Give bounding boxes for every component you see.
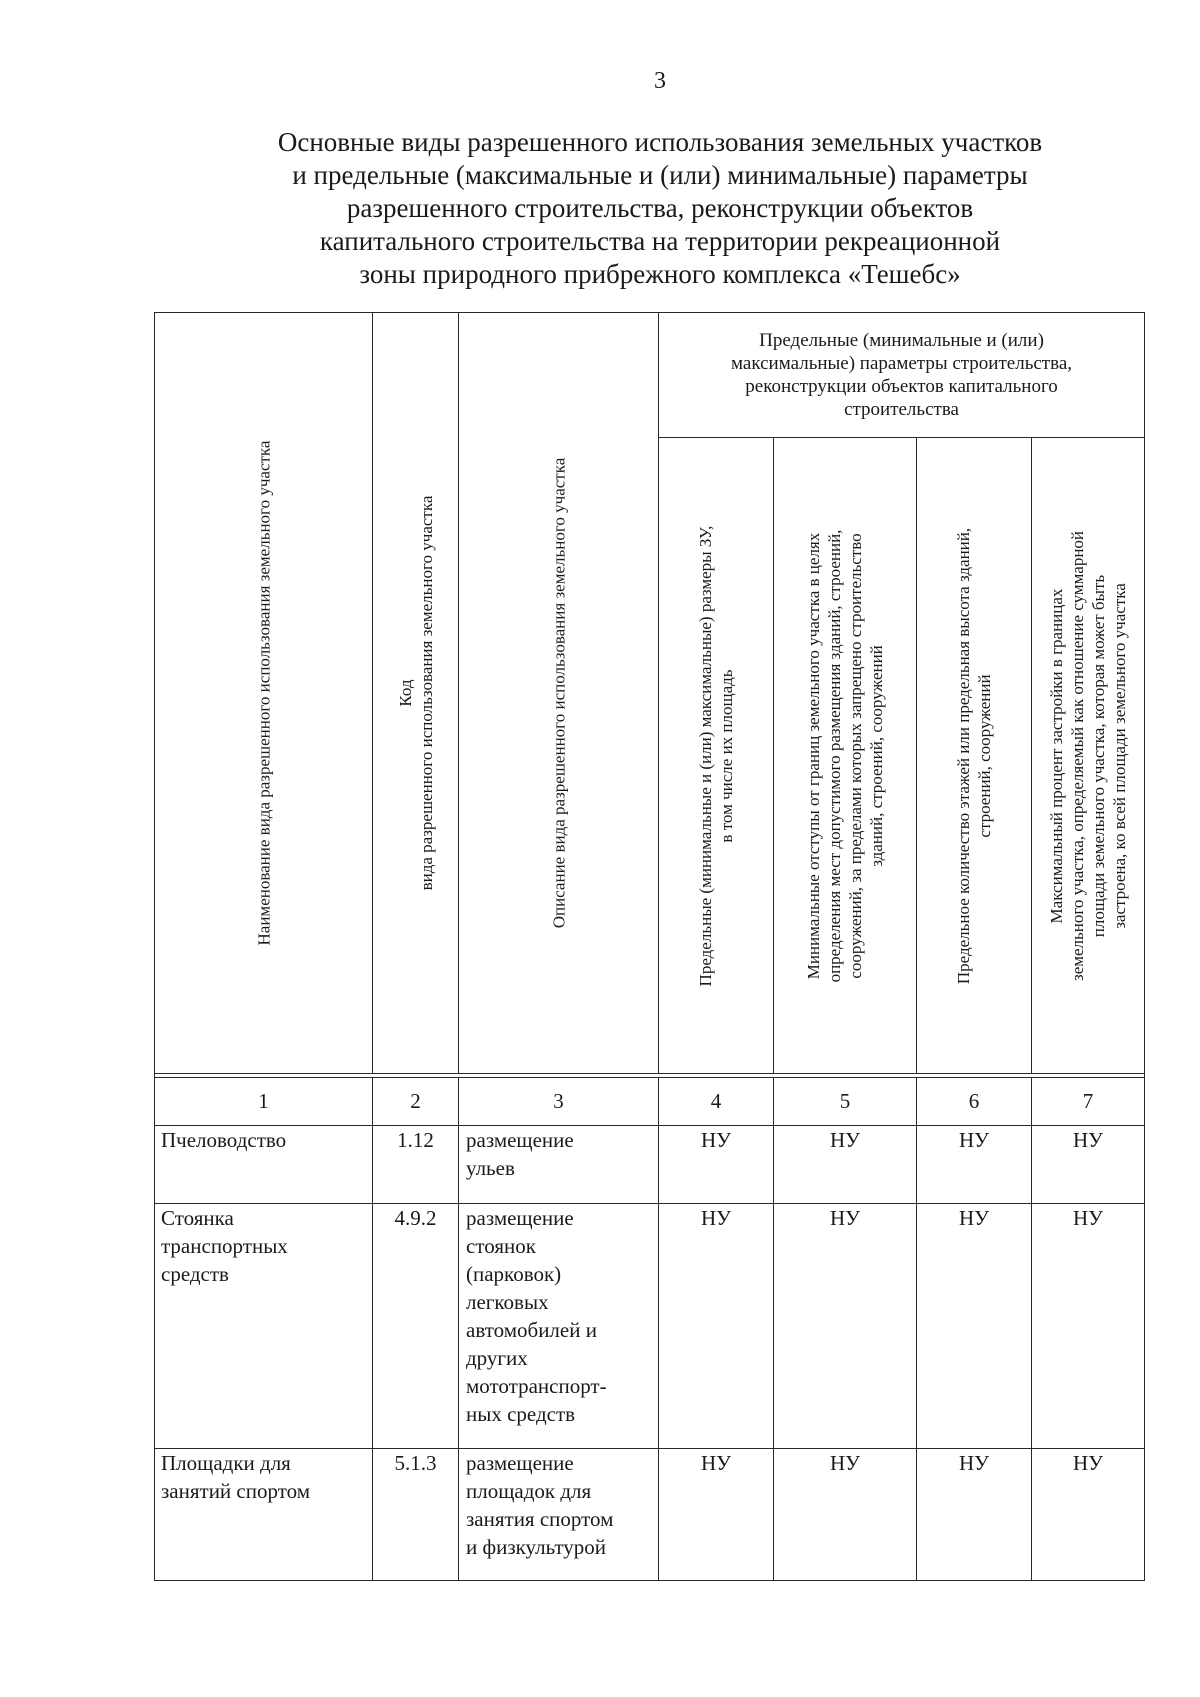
land-use-code: 4.9.2: [373, 1204, 459, 1449]
parameter-value: НУ: [917, 1204, 1032, 1449]
parameter-value: НУ: [659, 1126, 774, 1204]
header-max-building-percentage: Максимальный процент застройки в границах земельного участка, определяемый как отношение суммарной площади земельного участка, которая может быть застроена, ко всей площади земельного участка: [1032, 438, 1145, 1074]
column-number: 7: [1032, 1078, 1145, 1126]
column-number: 4: [659, 1078, 774, 1126]
parameter-value: НУ: [917, 1449, 1032, 1581]
parameter-value: НУ: [774, 1449, 917, 1581]
parameter-value: НУ: [659, 1449, 774, 1581]
land-use-code: 5.1.3: [373, 1449, 459, 1581]
title-line: капитального строительства на территории рекреационной: [319, 226, 1001, 256]
zoning-parameters-table: [154, 312, 1145, 1581]
table-row: [155, 1204, 1145, 1449]
header-land-use-code: Код вида разрешенного использования земельного участка: [373, 313, 459, 1074]
table-row: [155, 1126, 1145, 1204]
column-number: 5: [774, 1078, 917, 1126]
land-use-description: размещение стоянок (парковок) легковых автомобилей и других мототранспорт- ных средств: [459, 1204, 659, 1449]
column-number: 6: [917, 1078, 1032, 1126]
parameter-value: НУ: [917, 1126, 1032, 1204]
column-number: 2: [373, 1078, 459, 1126]
title-line: и предельные (максимальные и (или) минимальные) параметры: [292, 160, 1028, 190]
parameter-value: НУ: [1032, 1204, 1145, 1449]
header-land-use-name: Наименование вида разрешенного использования земельного участка: [155, 313, 373, 1074]
header-limit-parameters-group: Предельные (минимальные и (или) максимальные) параметры строительства, реконструкции объектов капитального строительства: [659, 313, 1145, 438]
title-line: разрешенного строительства, реконструкции объектов: [346, 193, 974, 223]
land-use-name: Стоянка транспортных средств: [155, 1204, 373, 1449]
header-land-use-description: Описание вида разрешенного использования земельного участка: [459, 313, 659, 1074]
parameter-value: НУ: [774, 1204, 917, 1449]
land-use-description: размещение площадок для занятия спортом и физкультурой: [459, 1449, 659, 1581]
title-line: зоны природного прибрежного комплекса «Тешебс»: [359, 259, 961, 289]
land-use-name: Площадки для занятий спортом: [155, 1449, 373, 1581]
parameter-value: НУ: [659, 1204, 774, 1449]
column-number: 3: [459, 1078, 659, 1126]
parameter-value: НУ: [1032, 1449, 1145, 1581]
document-title: [200, 126, 1120, 291]
land-use-code: 1.12: [373, 1126, 459, 1204]
header-floors-height-limit: Предельное количество этажей или предельная высота зданий, строений, сооружений: [917, 438, 1032, 1074]
title-line: Основные виды разрешенного использования земельных участков: [277, 127, 1043, 157]
land-use-description: размещение ульев: [459, 1126, 659, 1204]
header-minimum-setbacks: Минимальные отступы от границ земельного участка в целях определения мест допустимого размещения зданий, строений, сооружений, за пределами которых запрещено строительство зданий, строений, сооружений: [774, 438, 917, 1074]
parameter-value: НУ: [1032, 1126, 1145, 1204]
page-number: 3: [654, 68, 666, 94]
land-use-name: Пчеловодство: [155, 1126, 373, 1204]
parameter-value: НУ: [774, 1126, 917, 1204]
header-plot-size-limits: Предельные (минимальные и (или) максимальные) размеры ЗУ, в том числе их площадь: [659, 438, 774, 1074]
column-number-row: [155, 1078, 1145, 1126]
column-number: 1: [155, 1078, 373, 1126]
table-row: [155, 1449, 1145, 1581]
